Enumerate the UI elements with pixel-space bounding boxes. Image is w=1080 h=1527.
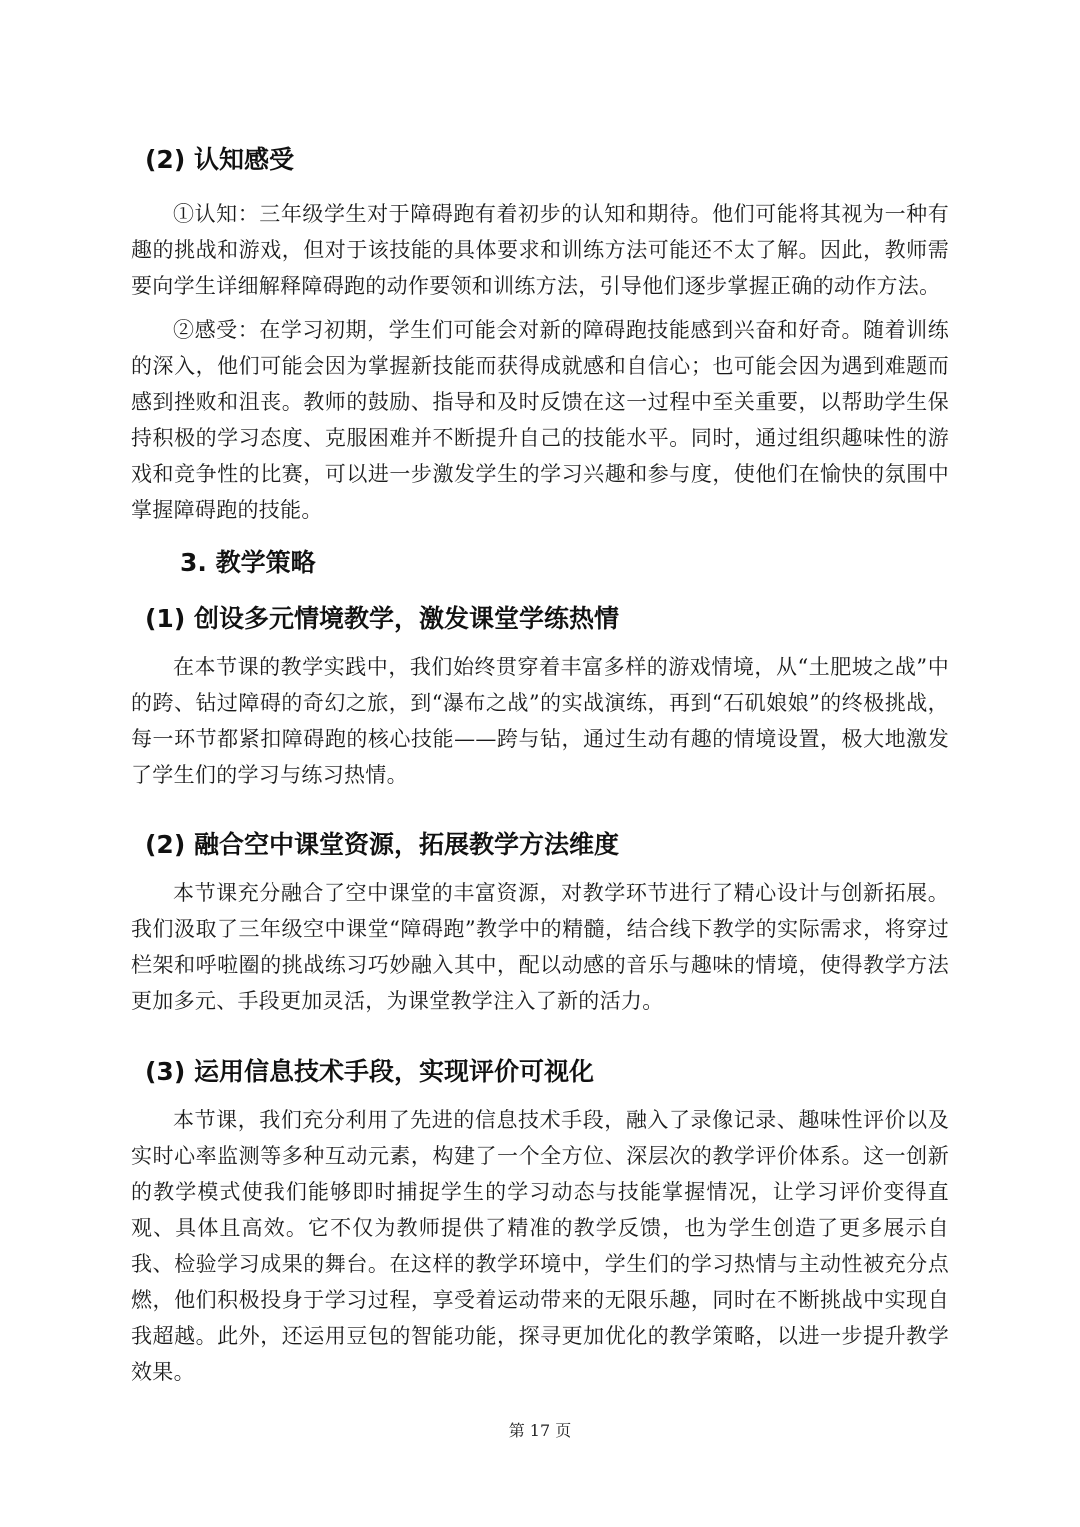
page-number: 第 17 页: [508, 1421, 572, 1440]
heading-strategy-3: (3) 运用信息技术手段，实现评价可视化: [145, 1057, 594, 1086]
heading-cognition-feelings: (2) 认知感受: [145, 145, 294, 174]
paragraph-strategy-1: 在本节课的教学实践中，我们始终贯穿着丰富多样的游戏情境，从“土肥坡之战”中的跨、钻过障碍的奇幻之旅，到“瀑布之战”的实战演练，再到“石矶娘娘”的终极挑战，每一环节都紧扣障碍跑的核心技能——跨与钻，通过生动有趣的情境设置，极大地激发了学生们的学习与练习热情。: [131, 655, 949, 787]
paragraph-cognition: ①认知：三年级学生对于障碍跑有着初步的认知和期待。他们可能将其视为一种有趣的挑战和游戏，但对于该技能的具体要求和训练方法可能还不太了解。因此，教师需要向学生详细解释障碍跑的动作要领和训练方法，引导他们逐步掌握正确的动作方法。: [131, 202, 949, 298]
heading-strategy-1: (1) 创设多元情境教学，激发课堂学练热情: [145, 604, 619, 633]
heading-teaching-strategy: 3. 教学策略: [180, 548, 316, 577]
paragraph-strategy-3: 本节课，我们充分利用了先进的信息技术手段，融入了录像记录、趣味性评价以及实时心率监测等多种互动元素，构建了一个全方位、深层次的教学评价体系。这一创新的教学模式使我们能够即时捕捉学生的学习动态与技能掌握情况，让学习评价变得直观、具体且高效。它不仅为教师提供了精准的教学反馈，也为学生创造了更多展示自我、检验学习成果的舞台。在这样的教学环境中，学生们的学习热情与主动性被充分点燃，他们积极投身于学习过程，享受着运动带来的无限乐趣，同时在不断挑战中实现自我超越。此外，还运用豆包的智能功能，探寻更加优化的教学策略，以进一步提升教学效果。: [131, 1108, 949, 1384]
paragraph-feelings: ②感受：在学习初期，学生们可能会对新的障碍跑技能感到兴奋和好奇。随着训练的深入，他们可能会因为掌握新技能而获得成就感和自信心；也可能会因为遇到难题而感到挫败和沮丧。教师的鼓励、指导和及时反馈在这一过程中至关重要，以帮助学生保持积极的学习态度、克服困难并不断提升自己的技能水平。同时，通过组织趣味性的游戏和竞争性的比赛，可以进一步激发学生的学习兴趣和参与度，使他们在愉快的氛围中掌握障碍跑的技能。: [131, 318, 949, 522]
heading-strategy-2: (2) 融合空中课堂资源，拓展教学方法维度: [145, 830, 619, 859]
paragraph-strategy-2: 本节课充分融合了空中课堂的丰富资源，对教学环节进行了精心设计与创新拓展。我们汲取了三年级空中课堂“障碍跑”教学中的精髓，结合线下教学的实际需求，将穿过栏架和呼啦圈的挑战练习巧妙融入其中，配以动感的音乐与趣味的情境，使得教学方法更加多元、手段更加灵活，为课堂教学注入了新的活力。: [131, 881, 949, 1013]
